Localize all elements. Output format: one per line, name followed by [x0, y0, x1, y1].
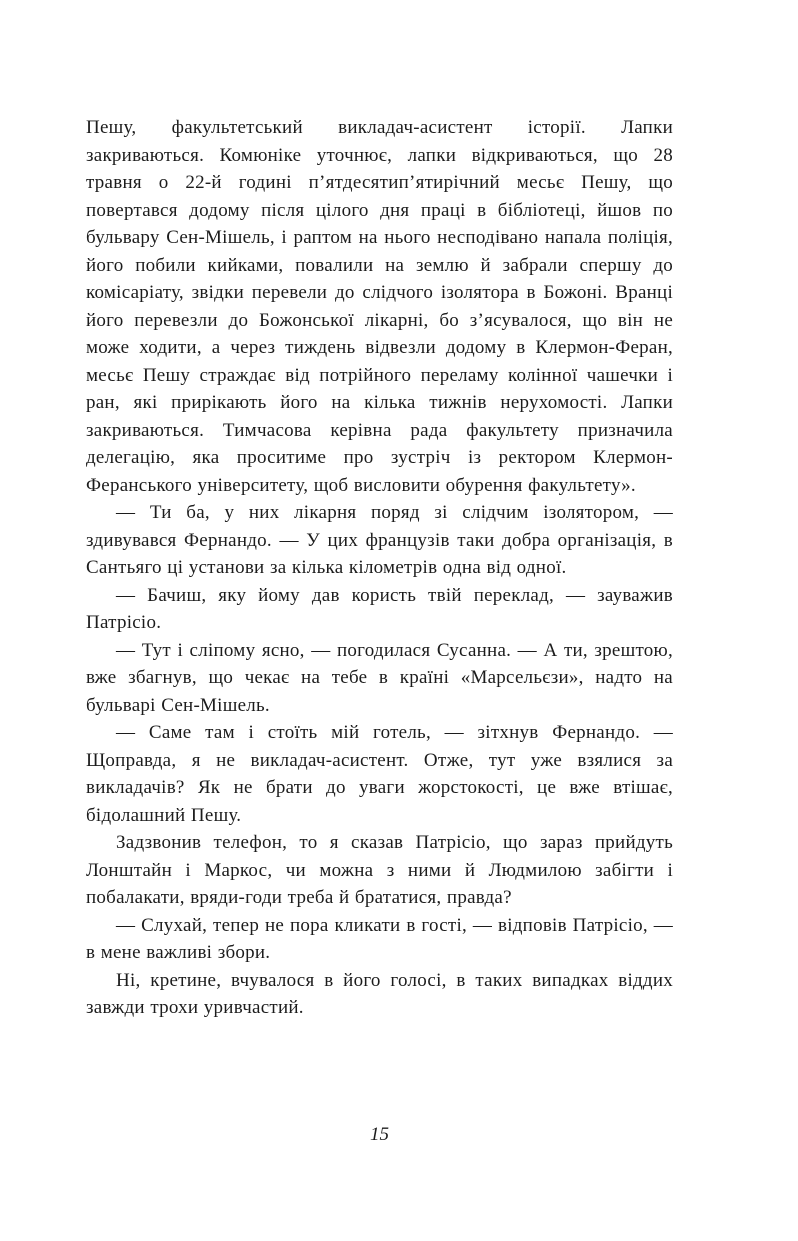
paragraph: Пешу, факультетський викладач-асистент історії. Лапки закриваються. Комюніке уточнює, лапки відкриваються, що 28 травня о 22-й годині п’ятдесятип’ятирічний месьє Пешу, що повертався додому після цілого дня праці в бібліотеці, йшов по бульвару Сен-Мішель, і раптом на нього несподівано напала поліція, його побили кийками, повалили на землю й забрали спершу до комісаріату, звідки перевели до слідчого ізолятора в Божоні. Вранці його перевезли до Божонської лікарні, бо з’ясувалося, що він не може ходити, а через тиждень відвезли додому в Клермон-Феран, месьє Пешу страждає від потрійного переламу колінної чашечки і ран, які прирікають його на кілька тижнів нерухомості. Лапки закриваються. Тимчасова керівна рада факультету призначила делегацію, яка проситиме про зустріч із ректором Клермон-Феранського університету, щоб висловити обурення факультету».	[86, 117, 673, 496]
paragraph: Ні, кретине, вчувалося в його голосі, в таких випадках віддих завжди трохи уривчастий.	[86, 969, 673, 1018]
paragraph: — Бачиш, яку йому дав користь твій переклад, — зауважив Патрісіо.	[86, 584, 673, 633]
paragraph: — Слухай, тепер не пора кликати в гості, — відповів Патрісіо, — в мене важливі збори.	[86, 914, 673, 963]
paragraph: — Ти ба, у них лікарня поряд зі слідчим ізолятором, — здивувався Фернандо. — У цих французів таки добра організація, в Сантьяго ці установи за кілька кілометрів одна від одної.	[86, 502, 673, 578]
paragraph: Задзвонив телефон, то я сказав Патрісіо, що зараз прийдуть Лонштайн і Маркос, чи можна з ними й Людмилою забігти і побалакати, вряди-годи треба й брататися, правда?	[86, 832, 673, 908]
page-number: 15	[370, 1124, 389, 1145]
paragraph: — Тут і сліпому ясно, — погодилася Сусанна. — А ти, зрештою, вже збагнув, що чекає на тебе в країні «Марсельєзи», надто на бульварі Сен-Мішель.	[86, 639, 673, 716]
paragraph: — Саме там і стоїть мій готель, — зітхнув Фернандо. — Щоправда, я не викладач-асистент. Отже, тут уже взялися за викладачів? Як не брати до уваги жорстокості, це вже втішає, бідолашний Пешу.	[86, 722, 673, 826]
body-text	[86, 114, 673, 1022]
